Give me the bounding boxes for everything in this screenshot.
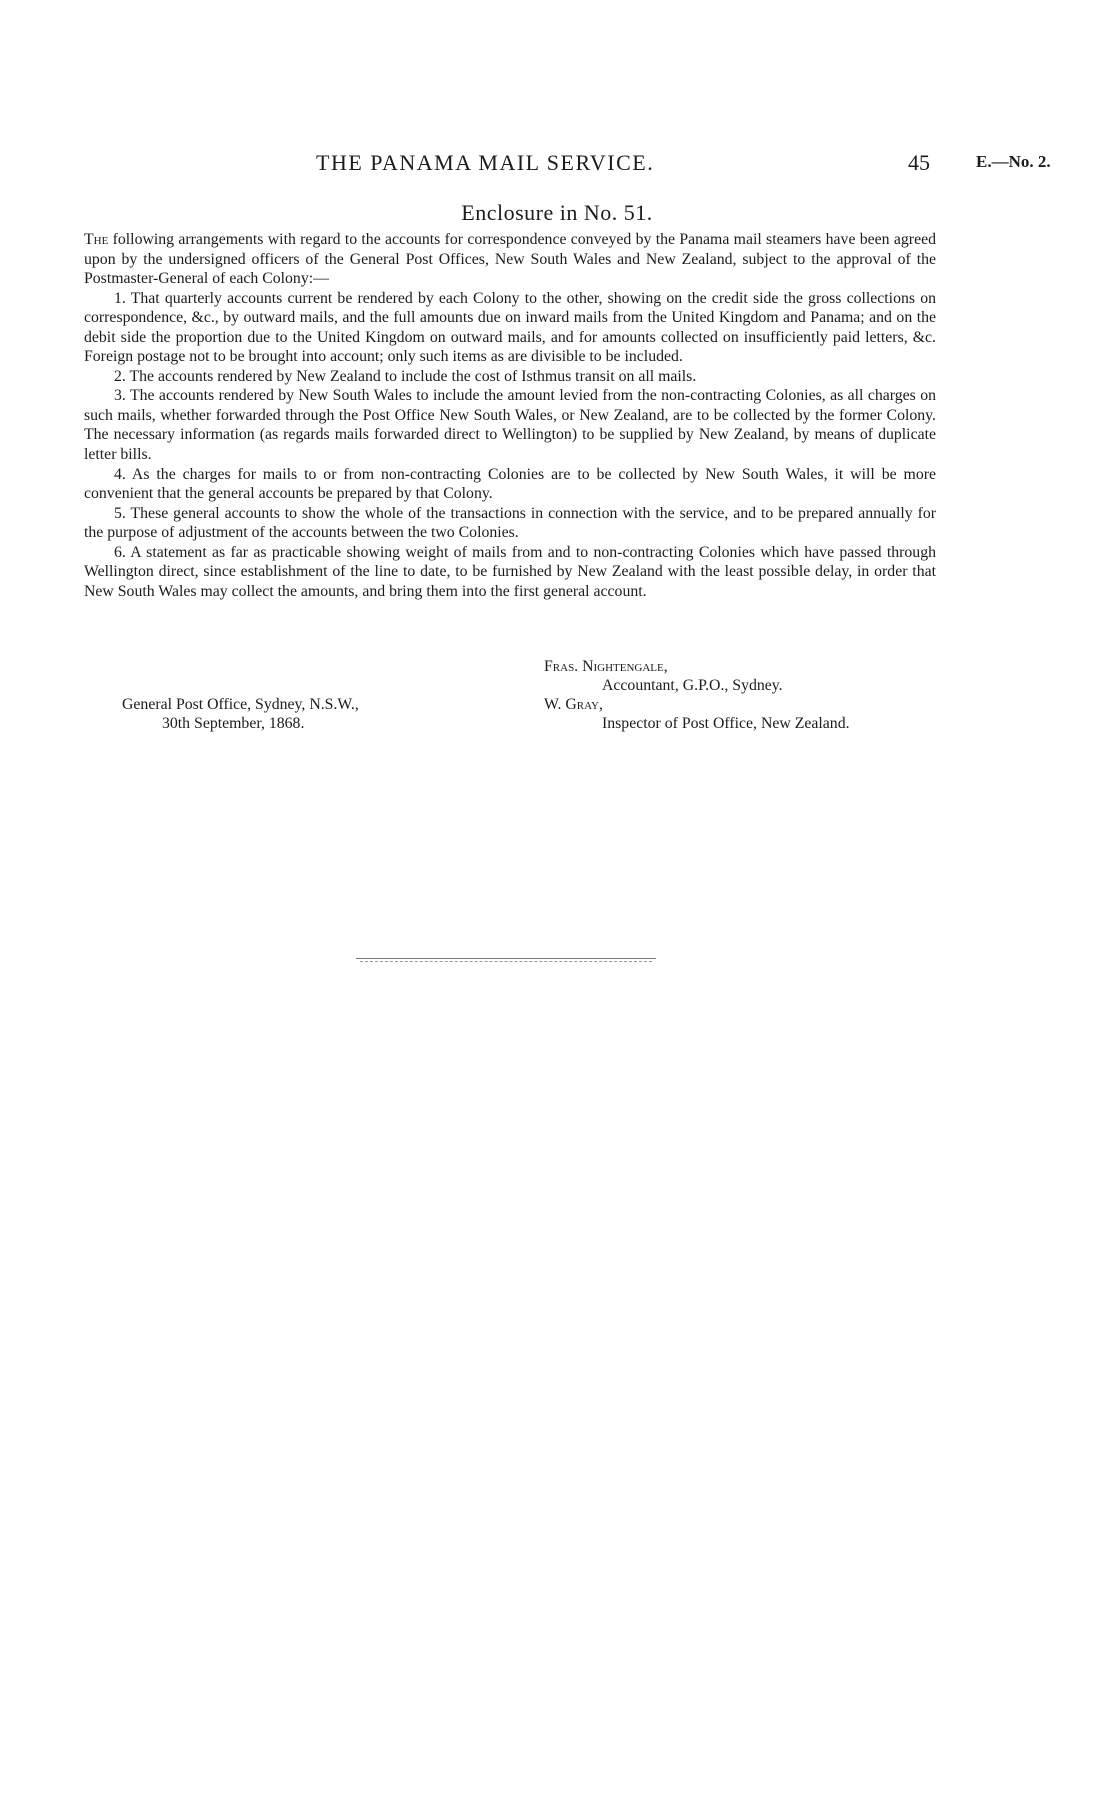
signing-date: 30th September, 1868. bbox=[162, 715, 305, 732]
page-number: 45 bbox=[908, 150, 930, 175]
intro-text: following arrangements with regard to the accounts for correspondence conveyed by the Panama mail steamers have been agreed upon by the undersigned officers of the General Post Offices, New South Wales and New Zealand, subject to the approval of the Postmaster-General of each Colony:— bbox=[84, 231, 936, 288]
signing-place: General Post Office, Sydney, N.S.W., bbox=[122, 696, 359, 713]
signer-2-name: W. Gray, bbox=[544, 696, 603, 713]
running-title: THE PANAMA MAIL SERVICE. bbox=[316, 150, 655, 175]
signer-2-title: Inspector of Post Office, New Zealand. bbox=[602, 715, 850, 732]
paragraph-4: 4. As the charges for mails to or from non-contracting Colonies are to be collected by New South Wales, it will be more convenient that the general accounts be prepared by that Colony. bbox=[84, 465, 936, 503]
document-body bbox=[84, 230, 936, 601]
paragraph-1: 1. That quarterly accounts current be rendered by each Colony to the other, showing on the credit side the gross collections on correspondence, &c., by outward mails, and the full amounts due on inward mails from the United Kingdom and Panama; and on the debit side the proportion due to the United Kingdom on outward mails, and for amounts collected on insufficiently paid letters, &c. Foreign postage not to be brought into account; only such items as are divisible to be included. bbox=[84, 289, 936, 366]
paragraph-5: 5. These general accounts to show the whole of the transactions in connection with the service, and to be prepared annually for the purpose of adjustment of the accounts between the two Colonies. bbox=[84, 504, 936, 542]
paper-reference: E.—No. 2. bbox=[976, 152, 1051, 171]
paragraph-3: 3. The accounts rendered by New South Wales to include the amount levied from the non-contracting Colonies, as all charges on such mails, whether forwarded through the Post Office New South Wales, or New Zealand, are to be collected by the former Colony. The necessary information (as regards mails forwarded direct to Wellington) to be supplied by New Zealand, by means of duplicate letter bills. bbox=[84, 387, 936, 464]
signer-1-name: Fras. Nightengale, bbox=[544, 658, 668, 675]
paragraph-2: 2. The accounts rendered by New Zealand to include the cost of Isthmus transit on all mails. bbox=[114, 367, 697, 385]
signature-block bbox=[84, 657, 984, 747]
end-rule bbox=[356, 958, 656, 959]
signer-1-title: Accountant, G.P.O., Sydney. bbox=[602, 677, 783, 694]
paragraph-6: 6. A statement as far as practicable showing weight of mails from and to non-contracting Colonies which have passed through Wellington direct, since establishment of the line to date, to be furnished by New Zealand with the least possible delay, in order that New South Wales may collect the amounts, and bring them into the first general account. bbox=[84, 543, 936, 600]
intro-lead-word: The bbox=[84, 231, 109, 248]
page-header bbox=[84, 150, 1074, 176]
intro-paragraph bbox=[84, 230, 936, 289]
enclosure-title: Enclosure in No. 51. bbox=[461, 200, 653, 225]
end-rule-secondary bbox=[360, 961, 652, 962]
